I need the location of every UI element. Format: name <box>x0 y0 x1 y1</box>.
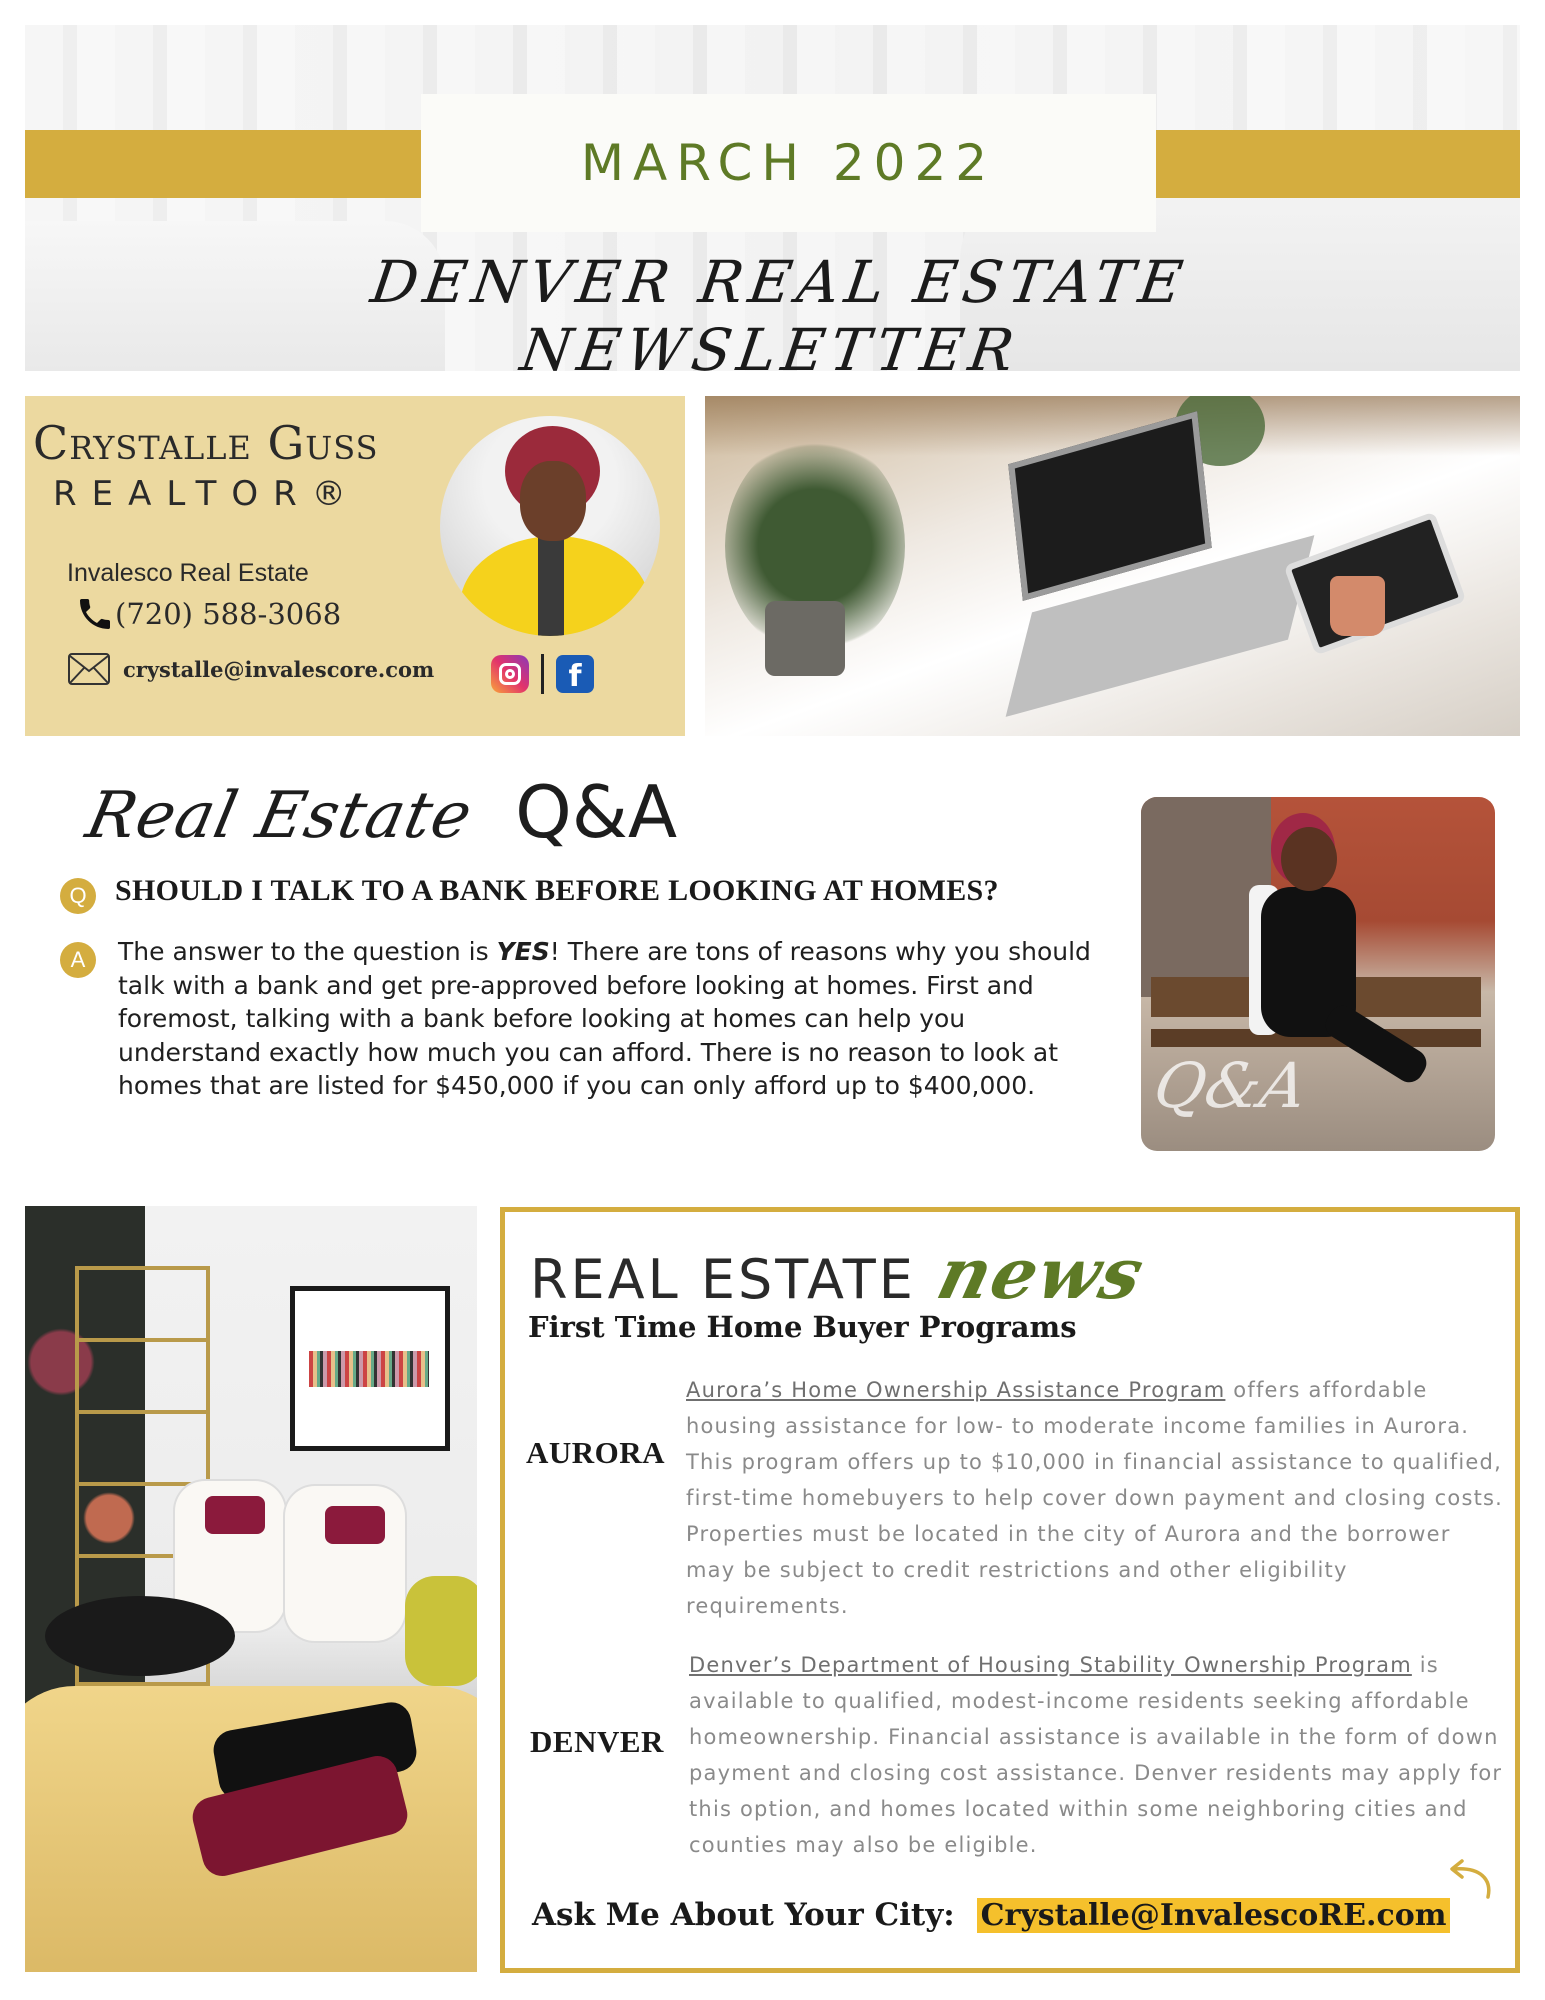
question-badge: Q <box>60 878 96 914</box>
qa-answer-emphasis: YES <box>496 937 550 966</box>
email-row[interactable] <box>67 652 434 686</box>
facebook-icon[interactable]: f <box>556 655 594 693</box>
program-aurora <box>686 1372 1506 1624</box>
phone-row[interactable] <box>75 594 341 634</box>
news-heading <box>530 1232 1154 1315</box>
answer-badge: A <box>60 942 96 978</box>
footer-label: Ask Me About Your City: <box>532 1897 955 1933</box>
agent-company: Invalesco Real Estate <box>67 559 309 587</box>
qa-agent-photo <box>1141 797 1495 1151</box>
city-label-denver: DENVER <box>530 1724 664 1759</box>
news-footer <box>532 1897 1450 1933</box>
qa-title-script: Real Estate <box>80 779 479 853</box>
phone-icon <box>75 594 115 634</box>
city-label-aurora: AURORA <box>526 1435 666 1470</box>
desk-laptop-photo <box>705 396 1520 736</box>
qa-answer <box>118 935 1108 1103</box>
agent-phone[interactable]: (720) 588-3068 <box>115 597 342 631</box>
qa-question: SHOULD I TALK TO A BANK BEFORE LOOKING AT HOMES? <box>115 874 999 907</box>
living-room-photo <box>25 1206 477 1972</box>
agent-role: REALTOR® <box>53 474 361 514</box>
social-divider <box>541 654 544 694</box>
qa-title-plain: Q&A <box>515 770 678 854</box>
qa-answer-body: ! There are tons of reasons why you should talk with a bank and get pre-approved before looking at homes. First and foremost, talking with a bank before looking at homes can help you understand exactly how much you can afford. There is no reason to look at homes that are listed for $450,000 if you can only afford up to $400,000. <box>118 937 1091 1100</box>
program-denver <box>689 1647 1509 1863</box>
news-title-plain: REAL ESTATE <box>530 1248 916 1311</box>
qa-photo-overlay: Q&A <box>1148 1049 1313 1122</box>
newsletter-title: DENVER REAL ESTATE NEWSLETTER <box>366 248 1193 384</box>
curved-arrow-icon <box>1440 1857 1496 1901</box>
agent-photo <box>440 416 660 636</box>
mail-icon <box>67 652 111 686</box>
denver-program-description: is available to qualified, modest-income residents seeking affordable homeownership. Financial assistance is available in the form of down payment and closing cost assistance. Denver residents may apply for this option, and homes located within some neighboring cities and counties may also be eligible. <box>689 1653 1503 1857</box>
news-subtitle: First Time Home Buyer Programs <box>528 1310 1077 1344</box>
footer-email-link[interactable]: Crystalle@InvalescoRE.com <box>977 1898 1451 1933</box>
agent-name: Crystalle Guss <box>33 416 379 470</box>
instagram-icon[interactable] <box>491 655 529 693</box>
news-title-script: news <box>929 1232 1154 1315</box>
aurora-program-description: offers affordable housing assistance for low- to moderate income families in Aurora. This program offers up to $10,000 in financial assistance to qualified, first-time homebuyers to help cover down payment and closing costs. Properties must be located in the city of Aurora and the borrower may be subject to credit restrictions and other eligibility requirements. <box>686 1378 1504 1618</box>
newsletter-date: MARCH 2022 <box>580 134 997 192</box>
date-box <box>421 94 1156 232</box>
aurora-program-link[interactable]: Aurora’s Home Ownership Assistance Program <box>686 1378 1226 1402</box>
social-links <box>491 654 594 694</box>
qa-answer-lead: The answer to the question is <box>118 937 497 966</box>
agent-card <box>25 396 685 736</box>
denver-program-link[interactable]: Denver’s Department of Housing Stability Ownership Program <box>689 1653 1412 1677</box>
agent-email[interactable]: crystalle@invalescore.com <box>123 656 435 682</box>
real-estate-news-box <box>500 1207 1520 1973</box>
qa-section-title <box>80 770 678 854</box>
